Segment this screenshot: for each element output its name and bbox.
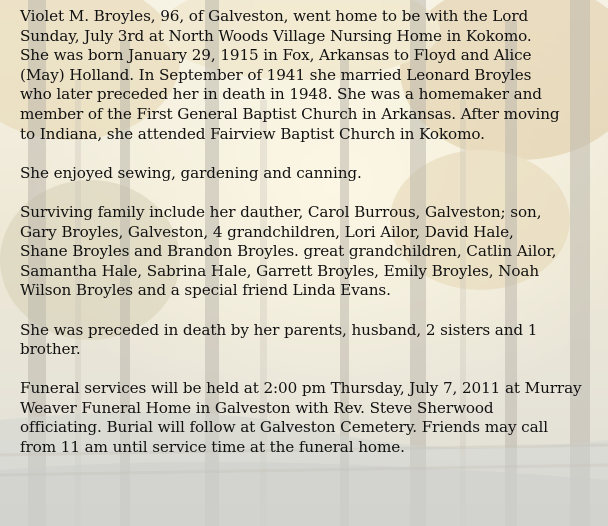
obituary-paragraph-survivors: Surviving family include her dauther, Carol Burrous, Galveston; son, Gary Broyles, Galveston, 4 grandchildren, Lori Ailor, David Hale, Shane Broyles and Brandon Broyles. great grandchildren, Catlin Ailor, Samantha Hale, Sabrina Hale, Garrett Broyles, Emily Broyles, Noah Wilson Broyles and a special friend Linda Evans. [20, 202, 557, 300]
obituary-text [20, 7, 602, 458]
obituary-paragraph-preceded: She was preceded in death by her parents, husband, 2 sisters and 1 brother. [20, 320, 538, 359]
obituary-paragraph-services: Funeral services will be held at 2:00 pm Thursday, July 7, 2011 at Murray Weaver Funeral Home in Galveston with Rev. Steve Sherwood officiating. Burial will follow at Galveston Cemetery. Friends may call from 11 am until service time at the funeral home. [20, 379, 582, 457]
obituary-paragraph-hobbies: She enjoyed sewing, gardening and canning. [20, 163, 362, 182]
obituary-paragraph-biography: Violet M. Broyles, 96, of Galveston, went home to be with the Lord Sunday, July 3rd at North Woods Village Nursing Home in Kokomo. She was born January 29, 1915 in Fox, Arkansas to Floyd and Alice (May) Holland. In September of 1941 she married Leonard Broyles who later preceded her in death in 1948. She was a homemaker and member of the First General Baptist Church in Arkansas. After moving to Indiana, she attended Fairview Baptist Church in Kokomo. [20, 7, 560, 143]
